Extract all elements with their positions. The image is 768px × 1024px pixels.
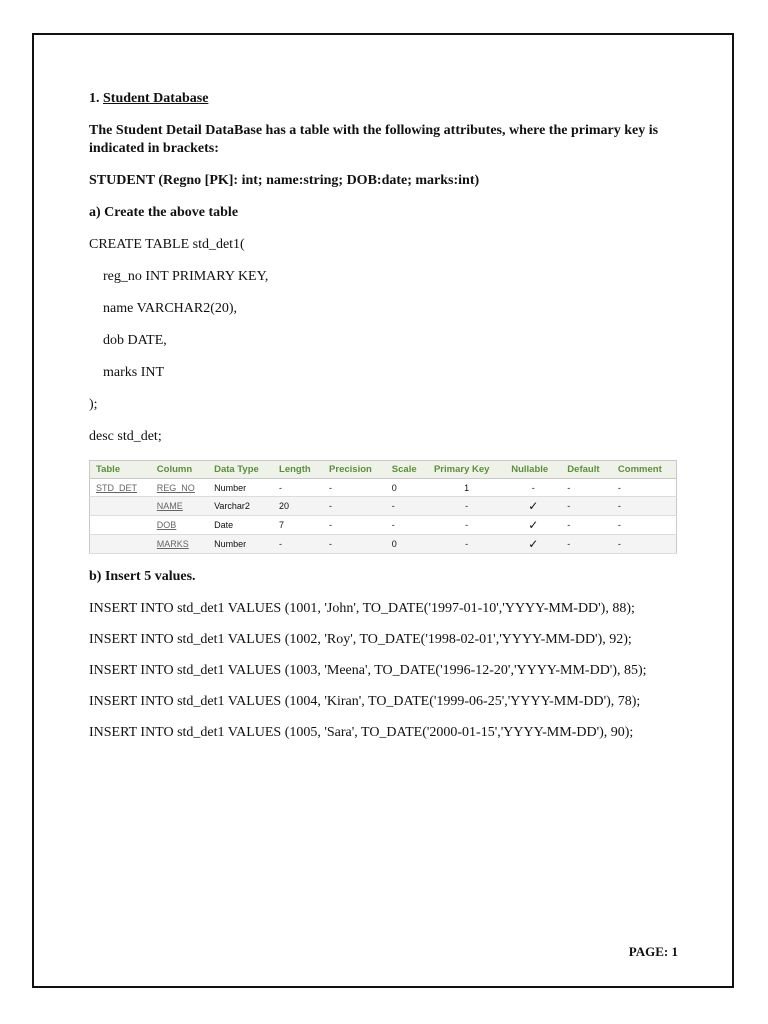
- cell-comment: -: [612, 516, 677, 535]
- cell-scale: -: [386, 497, 428, 516]
- cell-primary-key: -: [428, 497, 505, 516]
- cell-scale: -: [386, 516, 428, 535]
- cell-data-type: Date: [208, 516, 273, 535]
- header-table: Table: [90, 461, 151, 479]
- cell-length: -: [273, 479, 323, 497]
- cell-primary-key: 1: [428, 479, 505, 497]
- nullable-check-icon: ✓: [505, 535, 561, 554]
- cell-default: -: [561, 535, 612, 554]
- cell-comment: -: [612, 497, 677, 516]
- table-row: [90, 497, 677, 516]
- create-line-1: CREATE TABLE std_det1(: [89, 237, 245, 252]
- describe-table: [89, 460, 677, 554]
- cell-precision: -: [323, 516, 386, 535]
- header-comment: Comment: [612, 461, 677, 479]
- cell-default: -: [561, 497, 612, 516]
- table-row: [90, 516, 677, 535]
- schema-definition: STUDENT (Regno [PK]: int; name:string; DOB:date; marks:int): [89, 173, 480, 188]
- insert-statement-2: INSERT INTO std_det1 VALUES (1002, 'Roy', TO_DATE('1998-02-01','YYYY-MM-DD'), 92);: [89, 632, 632, 647]
- part-b-heading: b) Insert 5 values.: [89, 569, 196, 584]
- create-line-3: name VARCHAR2(20),: [103, 301, 238, 316]
- create-line-6: );: [89, 397, 98, 412]
- section-heading: [89, 90, 679, 108]
- cell-data-type: Varchar2: [208, 497, 273, 516]
- insert-statement-1: INSERT INTO std_det1 VALUES (1001, 'John', TO_DATE('1997-01-10','YYYY-MM-DD'), 88);: [89, 601, 635, 616]
- section-title: Student Database: [103, 91, 209, 106]
- cell-primary-key: -: [428, 516, 505, 535]
- describe-header-row: [90, 461, 677, 479]
- cell-scale: 0: [386, 535, 428, 554]
- insert-statement-5: INSERT INTO std_det1 VALUES (1005, 'Sara', TO_DATE('2000-01-15','YYYY-MM-DD'), 90);: [89, 725, 634, 740]
- cell-nullable: -: [505, 479, 561, 497]
- header-data-type: Data Type: [208, 461, 273, 479]
- cell-data-type: Number: [208, 479, 273, 497]
- cell-precision: -: [323, 497, 386, 516]
- page-number: PAGE: 1: [628, 944, 678, 959]
- header-column: Column: [151, 461, 208, 479]
- nullable-check-icon: ✓: [505, 497, 561, 516]
- cell-table: [90, 535, 151, 554]
- cell-data-type: Number: [208, 535, 273, 554]
- cell-precision: -: [323, 535, 386, 554]
- cell-precision: -: [323, 479, 386, 497]
- header-length: Length: [273, 461, 323, 479]
- header-default: Default: [561, 461, 612, 479]
- insert-statement-3: INSERT INTO std_det1 VALUES (1003, 'Meena', TO_DATE('1996-12-20','YYYY-MM-DD'), 85);: [89, 663, 647, 678]
- cell-length: -: [273, 535, 323, 554]
- cell-default: -: [561, 479, 612, 497]
- create-line-4: dob DATE,: [103, 333, 167, 348]
- cell-default: -: [561, 516, 612, 535]
- header-primary-key: Primary Key: [428, 461, 505, 479]
- table-name-link[interactable]: STD_DET: [90, 479, 151, 497]
- insert-statement-4: INSERT INTO std_det1 VALUES (1004, 'Kiran', TO_DATE('1999-06-25','YYYY-MM-DD'), 78);: [89, 694, 641, 709]
- cell-primary-key: -: [428, 535, 505, 554]
- header-precision: Precision: [323, 461, 386, 479]
- document-body: [89, 90, 679, 755]
- cell-comment: -: [612, 535, 677, 554]
- cell-table: [90, 497, 151, 516]
- cell-comment: -: [612, 479, 677, 497]
- desc-command: desc std_det;: [89, 429, 162, 444]
- table-row: [90, 535, 677, 554]
- table-row: [90, 479, 677, 497]
- column-link[interactable]: NAME: [151, 497, 208, 516]
- part-a-heading: a) Create the above table: [89, 205, 239, 220]
- nullable-check-icon: ✓: [505, 516, 561, 535]
- intro-paragraph: The Student Detail DataBase has a table with the following attributes, where the primary key is indicated in brackets:: [89, 123, 659, 156]
- column-link[interactable]: REG_NO: [151, 479, 208, 497]
- cell-length: 7: [273, 516, 323, 535]
- column-link[interactable]: DOB: [151, 516, 208, 535]
- cell-length: 20: [273, 497, 323, 516]
- section-number: 1.: [89, 91, 100, 106]
- header-nullable: Nullable: [505, 461, 561, 479]
- cell-table: [90, 516, 151, 535]
- create-line-2: reg_no INT PRIMARY KEY,: [103, 269, 269, 284]
- header-scale: Scale: [386, 461, 428, 479]
- cell-scale: 0: [386, 479, 428, 497]
- column-link[interactable]: MARKS: [151, 535, 208, 554]
- create-line-5: marks INT: [103, 365, 165, 380]
